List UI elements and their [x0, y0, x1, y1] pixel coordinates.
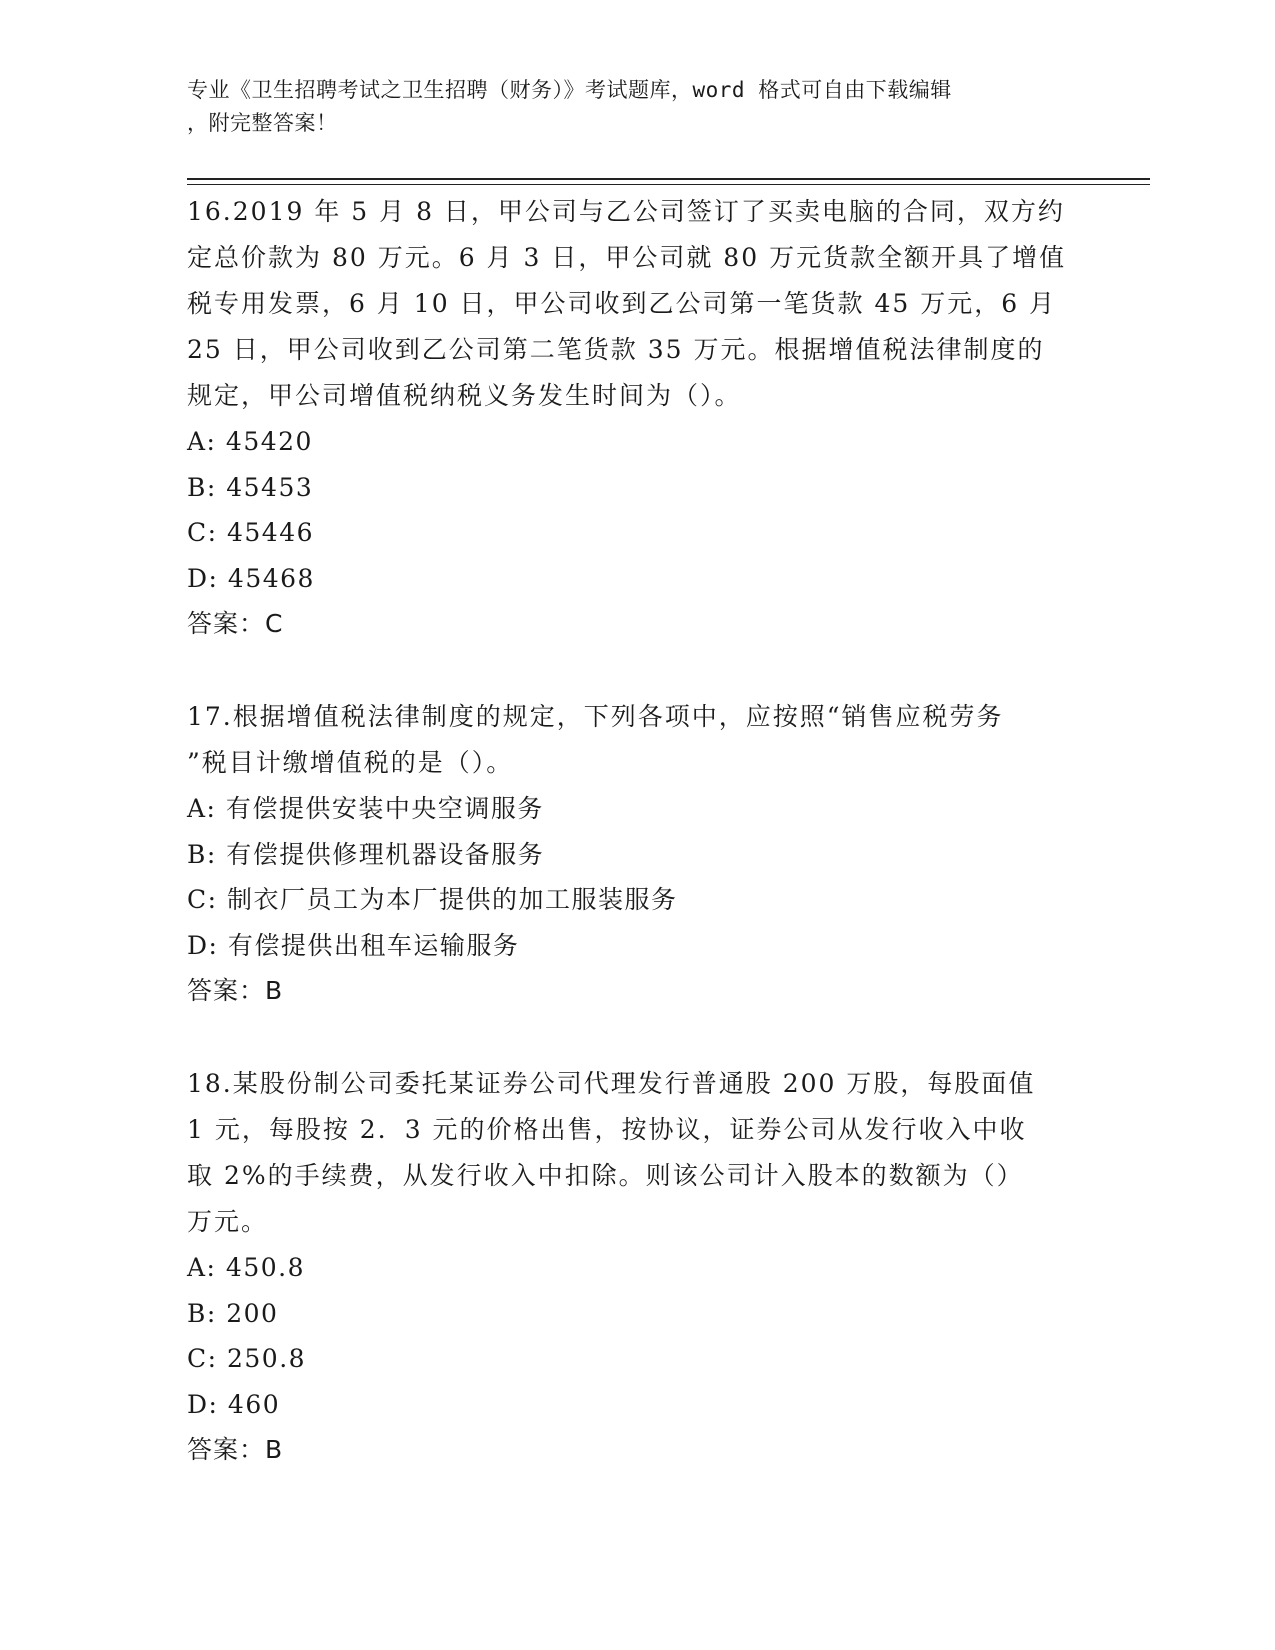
question-stem-line: 25 日，甲公司收到乙公司第二笔货款 35 万元。根据增值税法律制度的: [187, 335, 1045, 364]
question-18: [187, 1061, 1087, 1473]
header-line-2: ，附完整答案！: [187, 111, 338, 135]
question-stem-line: ”税目计缴增值税的是（）。: [187, 748, 514, 777]
document-header: [187, 74, 1067, 140]
header-divider-thick: [187, 178, 1150, 180]
question-stem-line: 17.根据增值税法律制度的规定，下列各项中，应按照“销售应税劳务: [187, 702, 1004, 731]
question-stem-line: 取 2%的手续费，从发行收入中扣除。则该公司计入股本的数额为（）: [187, 1161, 1024, 1190]
answer-line: 答案：C: [187, 609, 284, 638]
question-stem-line: 税专用发票，6 月 10 日，甲公司收到乙公司第一笔货款 45 万元，6 月: [187, 289, 1057, 318]
question-17: [187, 694, 1087, 1014]
option-c: C: 制衣厂员工为本厂提供的加工服装服务: [187, 885, 678, 914]
option-d: D: 460: [187, 1389, 281, 1419]
option-b: B: 45453: [187, 472, 314, 502]
option-d: D: 有偿提供出租车运输服务: [187, 930, 520, 960]
question-stem-line: 定总价款为 80 万元。6 月 3 日，甲公司就 80 万元货款全额开具了增值: [187, 243, 1067, 272]
option-c: C: 45446: [187, 518, 315, 547]
option-a: A: 45420: [187, 427, 313, 456]
question-stem-line: 1 元，每股按 2．3 元的价格出售，按协议，证券公司从发行收入中收: [187, 1115, 1027, 1144]
question-stem-line: 18.某股份制公司委托某证券公司代理发行普通股 200 万股，每股面值: [187, 1069, 1036, 1098]
question-stem-line: 规定，甲公司增值税纳税义务发生时间为（）。: [187, 381, 742, 410]
answer-line: 答案：B: [187, 976, 284, 1005]
header-divider-thin: [187, 184, 1150, 185]
option-c: C: 250.8: [187, 1344, 307, 1373]
question-stem-line: 16.2019 年 5 月 8 日，甲公司与乙公司签订了买卖电脑的合同，双方约: [187, 197, 1065, 226]
header-line-1: 专业《卫生招聘考试之卫生招聘（财务）》考试题库，word 格式可自由下载编辑: [187, 78, 952, 102]
answer-line: 答案：B: [187, 1435, 284, 1464]
option-a: A: 有偿提供安装中央空调服务: [187, 794, 544, 823]
question-stem-line: 万元。: [187, 1207, 269, 1236]
question-16: [187, 189, 1087, 647]
option-b: B: 200: [187, 1298, 279, 1328]
question-list: [187, 189, 1087, 1520]
option-d: D: 45468: [187, 563, 315, 593]
option-b: B: 有偿提供修理机器设备服务: [187, 839, 545, 869]
option-a: A: 450.8: [187, 1253, 305, 1282]
